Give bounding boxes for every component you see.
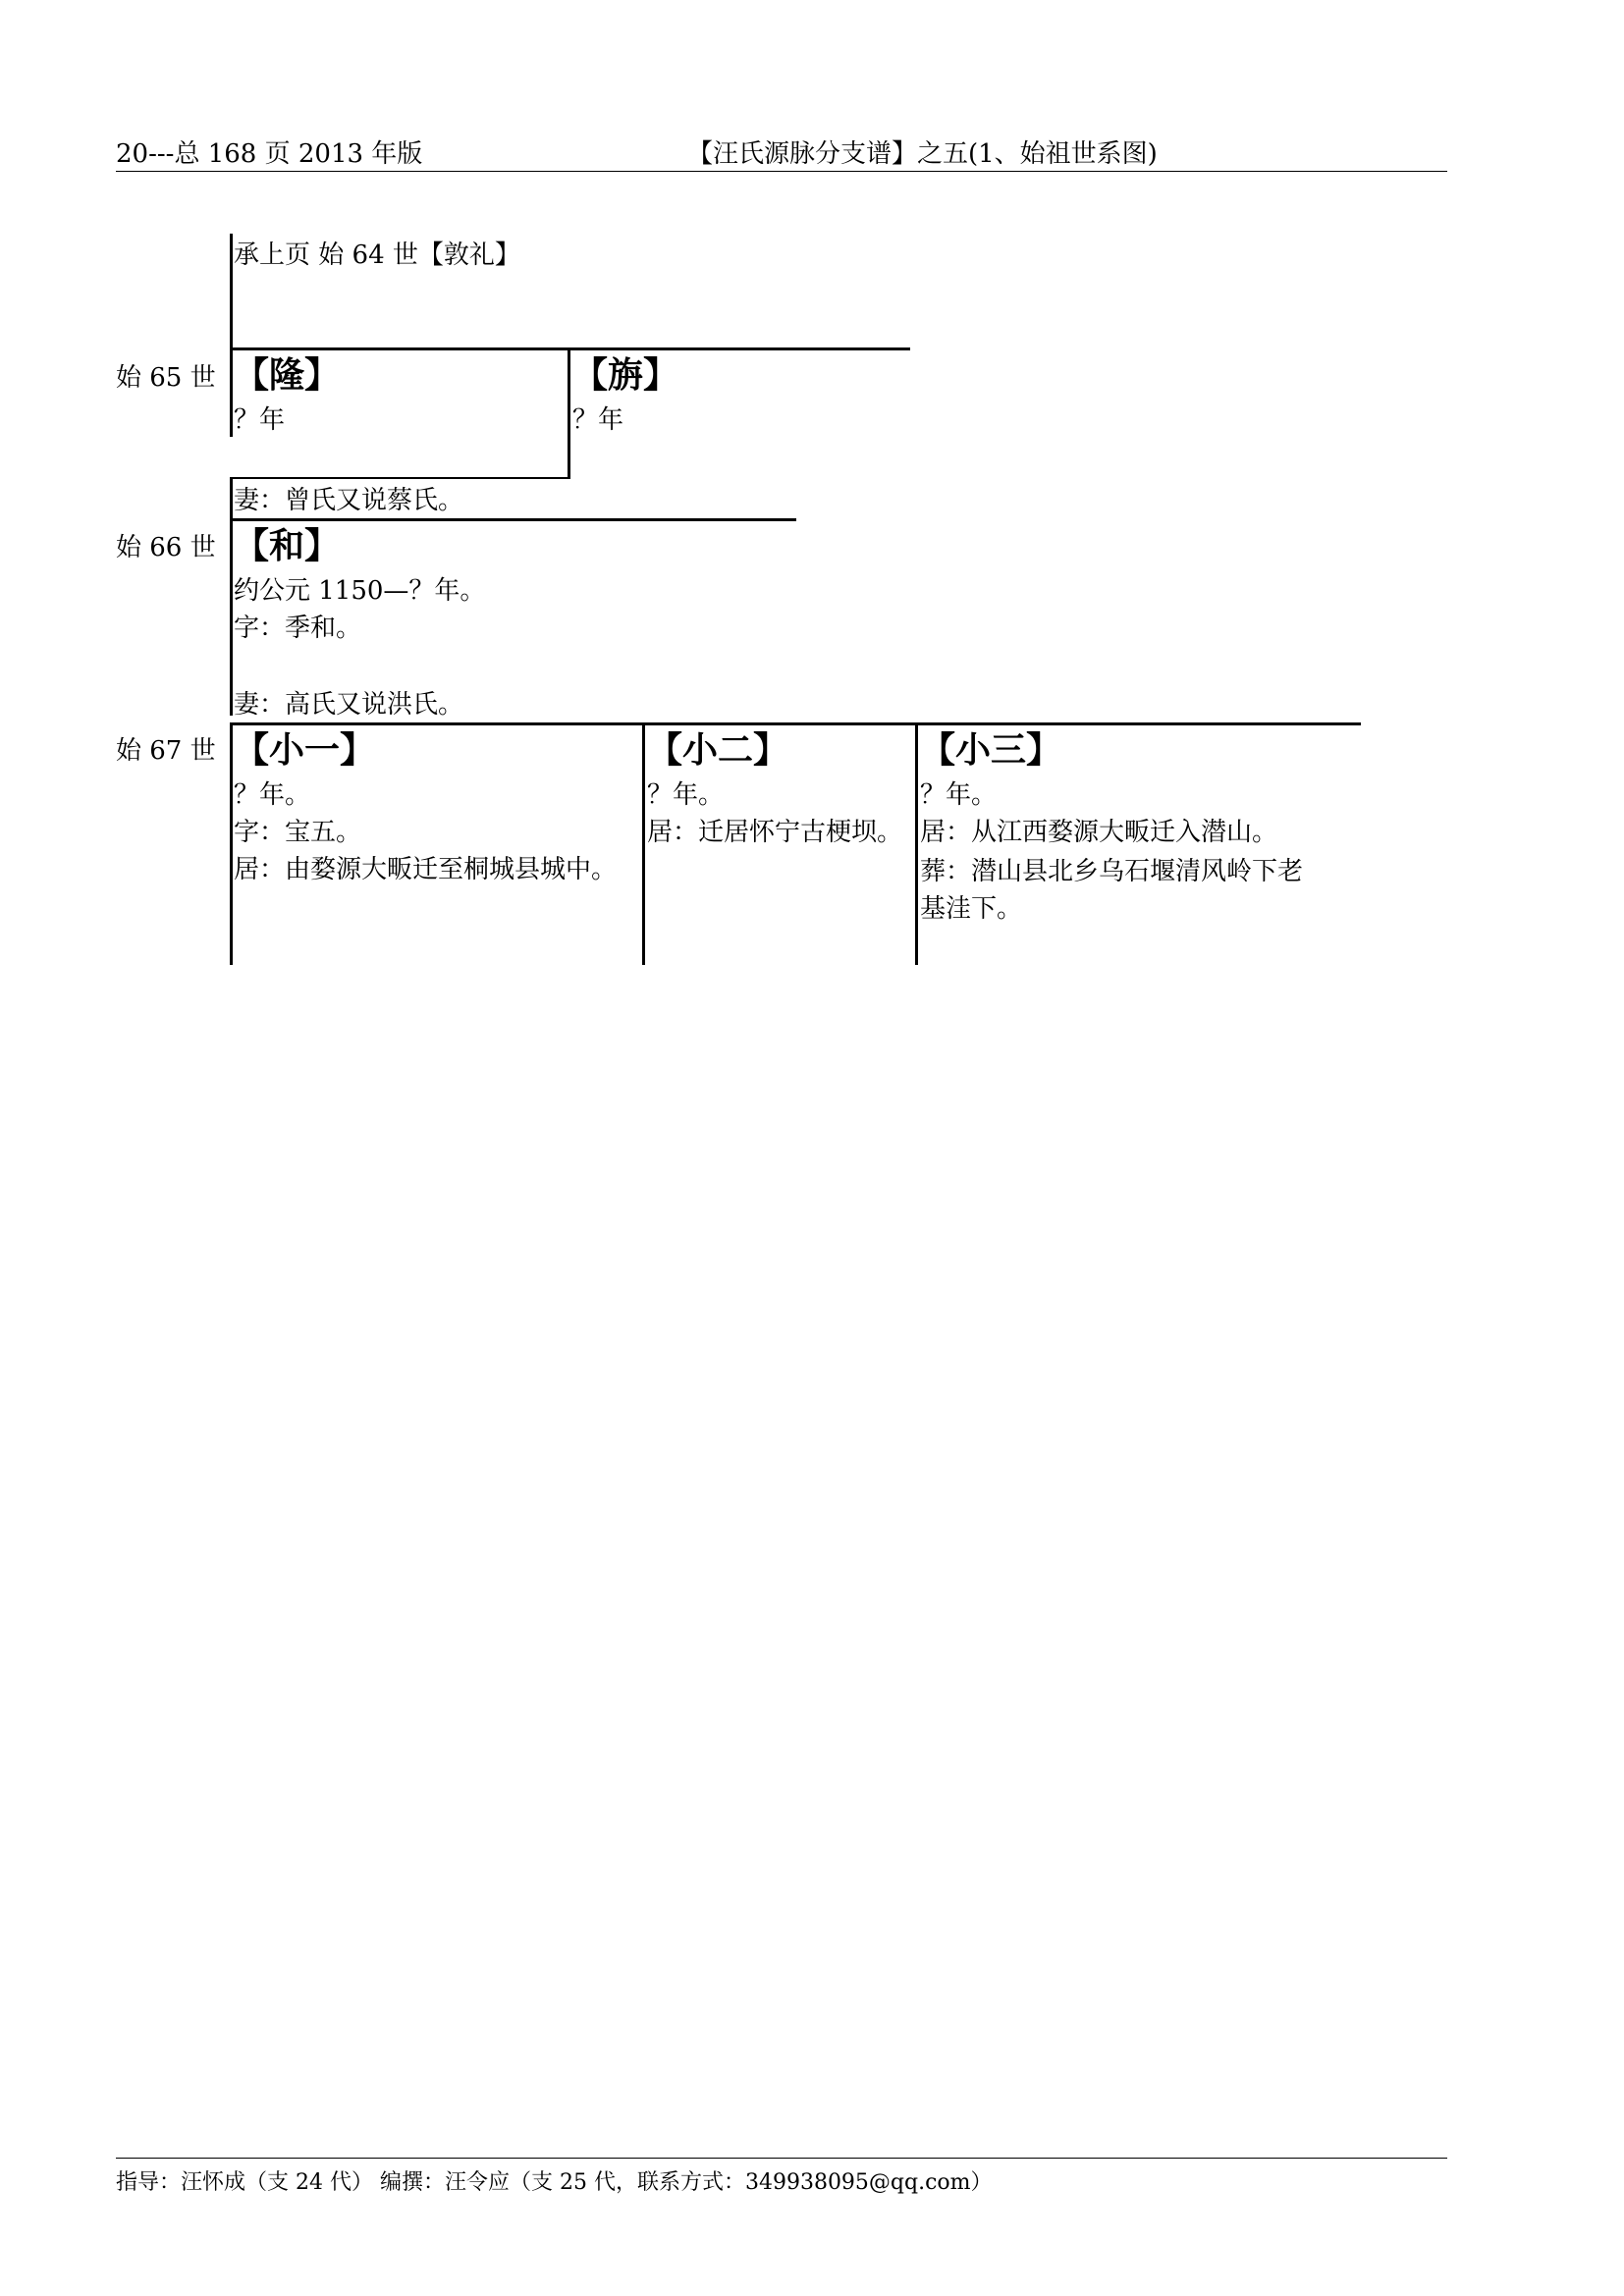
generation-label-66: 始 66 世	[116, 533, 216, 562]
person-burial-xiaosan: 葬：潜山县北乡乌石堰清风岭下老	[920, 857, 1304, 886]
person-courtesy-xiaoyi: 字：宝五。	[234, 818, 362, 847]
person-years-xiaosan: ？年。	[920, 780, 998, 810]
person-burial-xiaosan-cont: 基洼下。	[920, 894, 1023, 924]
page-header-title: 【汪氏源脉分支谱】之五(1、始祖世系图)	[687, 139, 1158, 169]
person-name-he: 【和】	[234, 526, 341, 566]
person-name-xiaoer: 【小二】	[647, 730, 789, 771]
person-years-zhan: ？年	[572, 405, 624, 435]
person-residence-xiaoer: 居：迁居怀宁古梗坝。	[647, 818, 903, 847]
generation-label-65: 始 65 世	[116, 363, 216, 393]
person-years-he: 约公元 1150—？年。	[234, 576, 486, 606]
person-name-long: 【隆】	[234, 355, 341, 396]
continuation-note: 承上页 始 64 世【敦礼】	[234, 240, 520, 270]
person-residence-xiaoyi: 居：由婺源大畈迁至桐城县城中。	[234, 855, 618, 884]
page-header-left: 20---总 168 页 2013 年版	[116, 139, 423, 169]
footer-rule	[116, 2158, 1447, 2159]
person-name-xiaoyi: 【小一】	[234, 730, 376, 771]
person-years-xiaoyi: ？年。	[234, 780, 311, 810]
person-years-xiaoer: ？年。	[647, 780, 725, 810]
generation-label-67: 始 67 世	[116, 736, 216, 766]
person-name-zhan: 【旃】	[572, 355, 679, 396]
page-footer: 指导：汪怀成（支 24 代） 编撰：汪令应（支 25 代，联系方式：349938095@qq.com）	[116, 2170, 993, 2195]
person-wife-long: 妻：曾氏又说蔡氏。	[234, 486, 464, 515]
person-wife-he: 妻：高氏又说洪氏。	[234, 690, 464, 720]
person-courtesy-he: 字：季和。	[234, 614, 362, 643]
person-name-xiaosan: 【小三】	[920, 730, 1062, 771]
person-residence-xiaosan: 居：从江西婺源大畈迁入潜山。	[920, 818, 1278, 847]
header-rule	[116, 171, 1447, 172]
person-years-long: ？年	[234, 405, 286, 435]
